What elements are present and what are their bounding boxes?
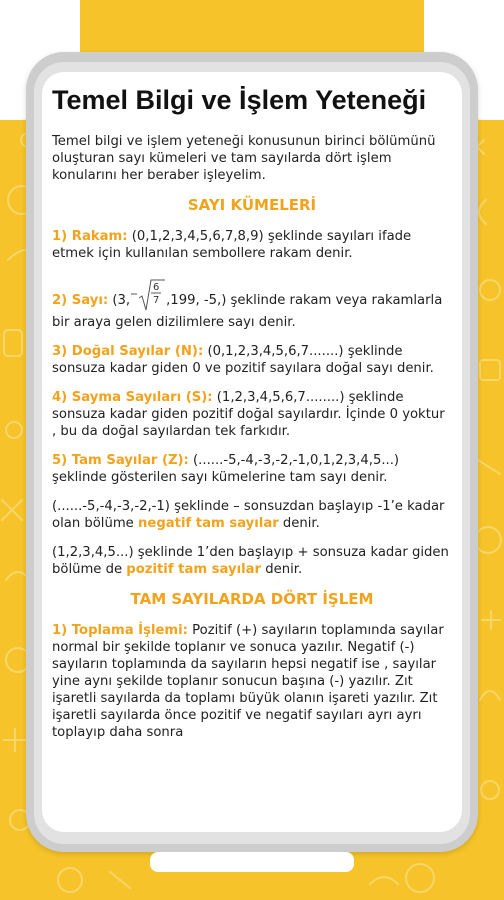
term-label: 4) Sayma Sayıları (S): bbox=[52, 390, 213, 405]
fraction-denominator: 7 bbox=[153, 295, 160, 306]
term-label: 5) Tam Sayılar (Z): bbox=[52, 453, 189, 468]
decorative-bar-bottom bbox=[150, 852, 354, 872]
term-label: 1) Toplama İşlemi: bbox=[52, 623, 188, 638]
term-text: ,199, -5,) şeklinde rakam veya rakamlarla bir araya gelen dizilimlere sayı denir. bbox=[52, 293, 443, 330]
text: (1,2,3,4,5...) şeklinde 1’den başlayıp + sonsuza kadar giden bölüme de bbox=[52, 545, 449, 577]
paragraph-toplama bbox=[52, 622, 452, 741]
section-title-sayi-kumeleri: SAYI KÜMELERİ bbox=[187, 196, 317, 214]
paragraph-pozitif-tam-sayilar bbox=[52, 544, 452, 578]
paragraph-dogal-sayilar bbox=[52, 343, 452, 377]
page-title: Temel Bilgi ve İşlem Yeteneği bbox=[52, 85, 427, 115]
text: (......-5,-4,-3,-2,-1) şeklinde – sonsuzdan başlayıp -1’e kadar olan bölüme bbox=[52, 499, 445, 531]
term-text: (0,1,2,3,4,5,6,7.......) şeklinde sonsuza kadar giden 0 ve pozitif sayılara doğal sayı denir. bbox=[52, 344, 434, 376]
text: denir. bbox=[261, 562, 303, 577]
paragraph-tam-sayilar bbox=[52, 452, 452, 486]
paragraph-sayi bbox=[52, 278, 452, 331]
section-title-dort-islem: TAM SAYILARDA DÖRT İŞLEM bbox=[130, 590, 374, 608]
paragraph-sayma-sayilari bbox=[52, 389, 452, 440]
fraction-numerator: 6 bbox=[153, 282, 160, 293]
term-label: 2) Sayı: bbox=[52, 293, 109, 308]
term-label: 3) Doğal Sayılar (N): bbox=[52, 344, 204, 359]
term-text: (0,1,2,3,4,5,6,7,8,9) şeklinde sayıları ifade etmek için kullanılan sembollere rakam denir. bbox=[52, 229, 412, 261]
negative-root-fraction bbox=[131, 278, 165, 314]
highlight-term: pozitif tam sayılar bbox=[126, 562, 262, 577]
term-text: (3, bbox=[108, 293, 131, 308]
phone-screen[interactable] bbox=[42, 72, 462, 832]
term-text: (......-5,-4,-3,-2,-1,0,1,2,3,4,5...) şeklinde gösterilen sayı kümelerine tam sayı denir. bbox=[52, 453, 400, 485]
highlight-term: negatif tam sayılar bbox=[137, 516, 279, 531]
article-content bbox=[52, 84, 452, 753]
paragraph-rakam bbox=[52, 228, 452, 262]
term-text: (1,2,3,4,5,6,7........) şeklinde sonsuza kadar giden pozitif doğal sayılardır. İçinde 0 yoktur , bu da doğal sayılardan tek farkıdır. bbox=[52, 390, 445, 439]
term-label: 1) Rakam: bbox=[52, 229, 128, 244]
intro-paragraph: Temel bilgi ve işlem yeteneği konusunun birinci bölümünü oluşturan sayı kümeleri ve tam sayılarda dört işlem konularını her beraber işleyelim. bbox=[52, 134, 436, 183]
paragraph-negatif-tam-sayilar bbox=[52, 498, 452, 532]
term-text: Pozitif (+) sayıların toplamında sayılar normal bir şekilde toplanır ve sonuca yazılır. Negatif (-) sayıların toplamında da sayıların hepsi negatif ise , sayılar yine aynı şekilde toplanır sonucun başına (-) yazılır. Zıt işaretli sayılarda da toplamı büyük olanın işareti yazılır. Zıt işaretli sayılarda önce pozitif ve negatif sayıları ayrı ayrı toplayıp daha sonra bbox=[52, 623, 444, 740]
text: denir. bbox=[278, 516, 320, 531]
